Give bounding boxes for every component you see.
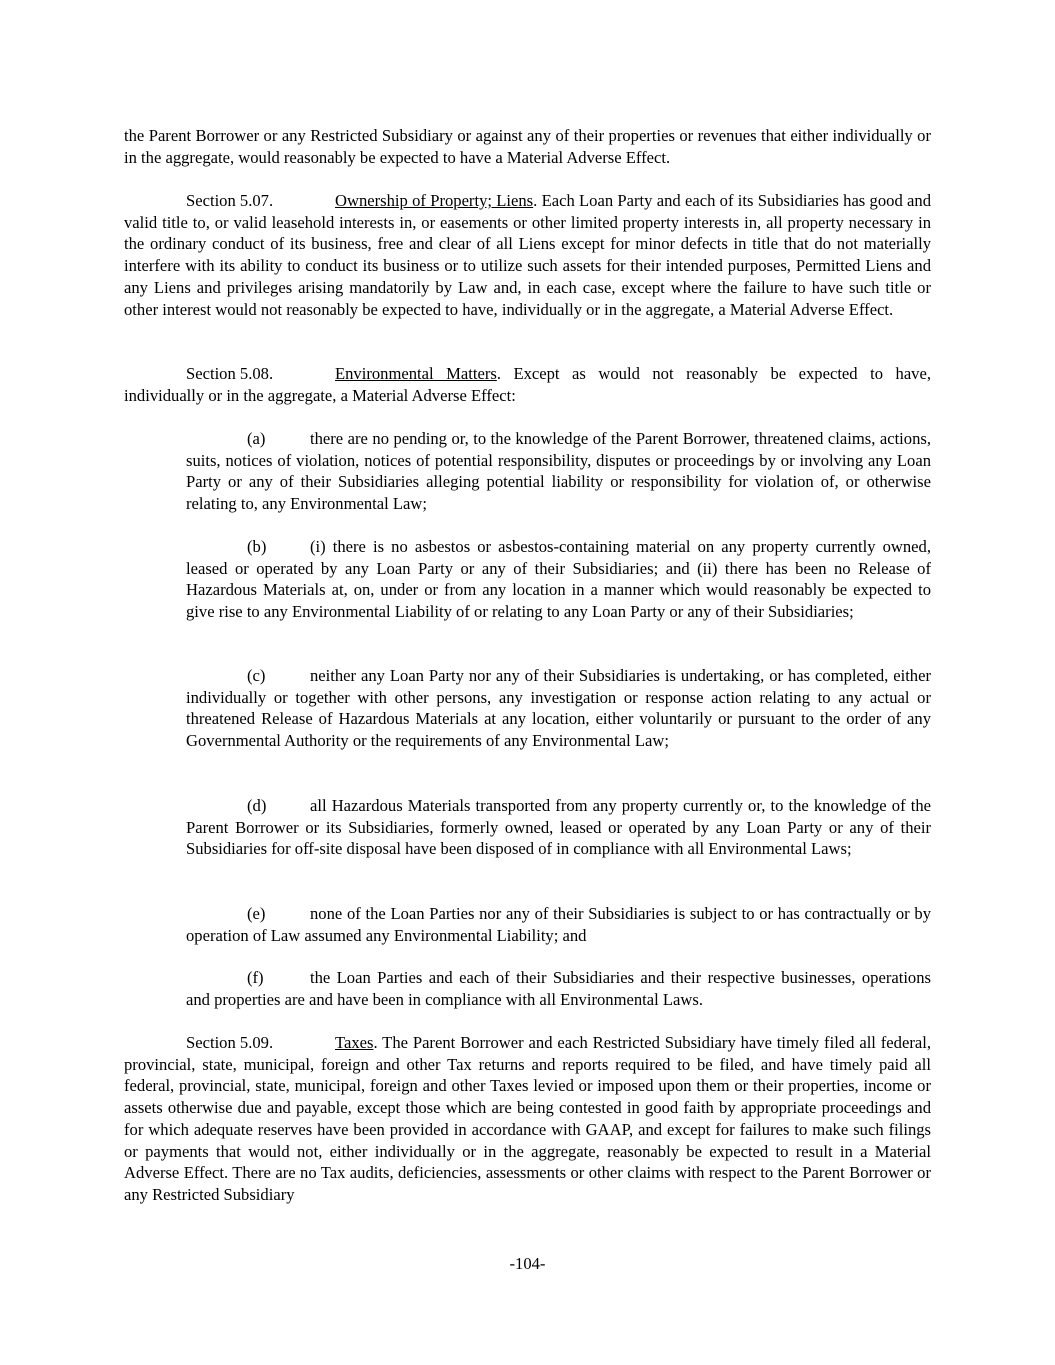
section-number: Section 5.08.	[186, 364, 274, 383]
section-number: Section 5.09.	[186, 1033, 274, 1052]
item-text: there are no pending or, to the knowledge of the Parent Borrower, threatened claims, actions, suits, notices of violation, notices of potential responsibility, disputes or proceedings by or involving any Loan Party or any of their Subsidiaries alleging potential liability or responsibility for violation of, or otherwise relating to, any Environmental Law;	[186, 429, 931, 514]
item-e	[186, 903, 931, 946]
item-label: (d)	[247, 796, 267, 815]
section-5-08	[124, 363, 931, 406]
section-number: Section 5.07.	[186, 191, 274, 210]
item-b	[186, 536, 931, 623]
section-heading: Environmental Matters	[335, 364, 497, 383]
section-5-09	[124, 1032, 931, 1206]
item-label: (a)	[247, 429, 266, 448]
item-label: (b)	[247, 537, 267, 556]
section-5-07	[124, 190, 931, 320]
item-text: (i) there is no asbestos or asbestos-containing material on any property currently owned, leased or operated by any Loan Party or any of their Subsidiaries; and (ii) there has been no Release of Hazardous Materials at, on, under or from any location in a manner which would reasonably be expected to give rise to any Environmental Liability of or relating to any Loan Party or any of their Subsidiaries;	[186, 537, 931, 622]
item-f	[186, 967, 931, 1010]
section-heading: Ownership of Property; Liens	[335, 191, 534, 210]
section-text: . Each Loan Party and each of its Subsidiaries has good and valid title to, or valid leasehold interests in, or easements or other limited property interests in, all property necessary in the ordinary conduct of its business, free and clear of all Liens except for minor defects in title that do not materially interfere with its ability to conduct its business or to utilize such assets for their intended purposes, Permitted Liens and any Liens and privileges arising mandatorily by Law and, in each case, except where the failure to have such title or other interest would not reasonably be expected to have, individually or in the aggregate, a Material Adverse Effect.	[124, 191, 931, 319]
section-text: . Except as would not reasonably be expected to have, individually or in the aggregate, a Material Adverse Effect:	[124, 364, 931, 405]
item-text: neither any Loan Party nor any of their Subsidiaries is undertaking, or has completed, either individually or together with other persons, any investigation or response action relating to any actual or threatened Release of Hazardous Materials at any location, either voluntarily or pursuant to the order of any Governmental Authority or the requirements of any Environmental Law;	[186, 666, 931, 751]
item-c	[186, 665, 931, 752]
continuation-paragraph: the Parent Borrower or any Restricted Subsidiary or against any of their properties or revenues that either individually or in the aggregate, would reasonably be expected to have a Material Adverse Effect.	[124, 126, 931, 167]
item-text: none of the Loan Parties nor any of their Subsidiaries is subject to or has contractually or by operation of Law assumed any Environmental Liability; and	[186, 904, 931, 945]
page-number: -104-	[509, 1254, 546, 1273]
section-text: . The Parent Borrower and each Restricted Subsidiary have timely filed all federal, provincial, state, municipal, foreign and other Tax returns and reports required to be filed, and have timely paid all federal, provincial, state, municipal, foreign and other Taxes levied or imposed upon them or their properties, income or assets otherwise due and payable, except those which are being contested in good faith by appropriate proceedings and for which adequate reserves have been provided in accordance with GAAP, and except for failures to make such filings or payments that would not, either individually or in the aggregate, reasonably be expected to result in a Material Adverse Effect. There are no Tax audits, deficiencies, assessments or other claims with respect to the Parent Borrower or any Restricted Subsidiary	[124, 1033, 931, 1204]
item-label: (f)	[247, 968, 264, 987]
item-text: all Hazardous Materials transported from any property currently or, to the knowledge of the Parent Borrower or its Subsidiaries, formerly owned, leased or operated by any Loan Party or any of their Subsidiaries for off-site disposal have been disposed of in compliance with all Environmental Laws;	[186, 796, 931, 859]
section-heading: Taxes	[335, 1033, 374, 1052]
item-label: (c)	[247, 666, 266, 685]
item-text: the Loan Parties and each of their Subsidiaries and their respective businesses, operations and properties are and have been in compliance with all Environmental Laws.	[186, 968, 931, 1009]
item-a	[186, 428, 931, 515]
item-d	[186, 795, 931, 860]
item-label: (e)	[247, 904, 266, 923]
